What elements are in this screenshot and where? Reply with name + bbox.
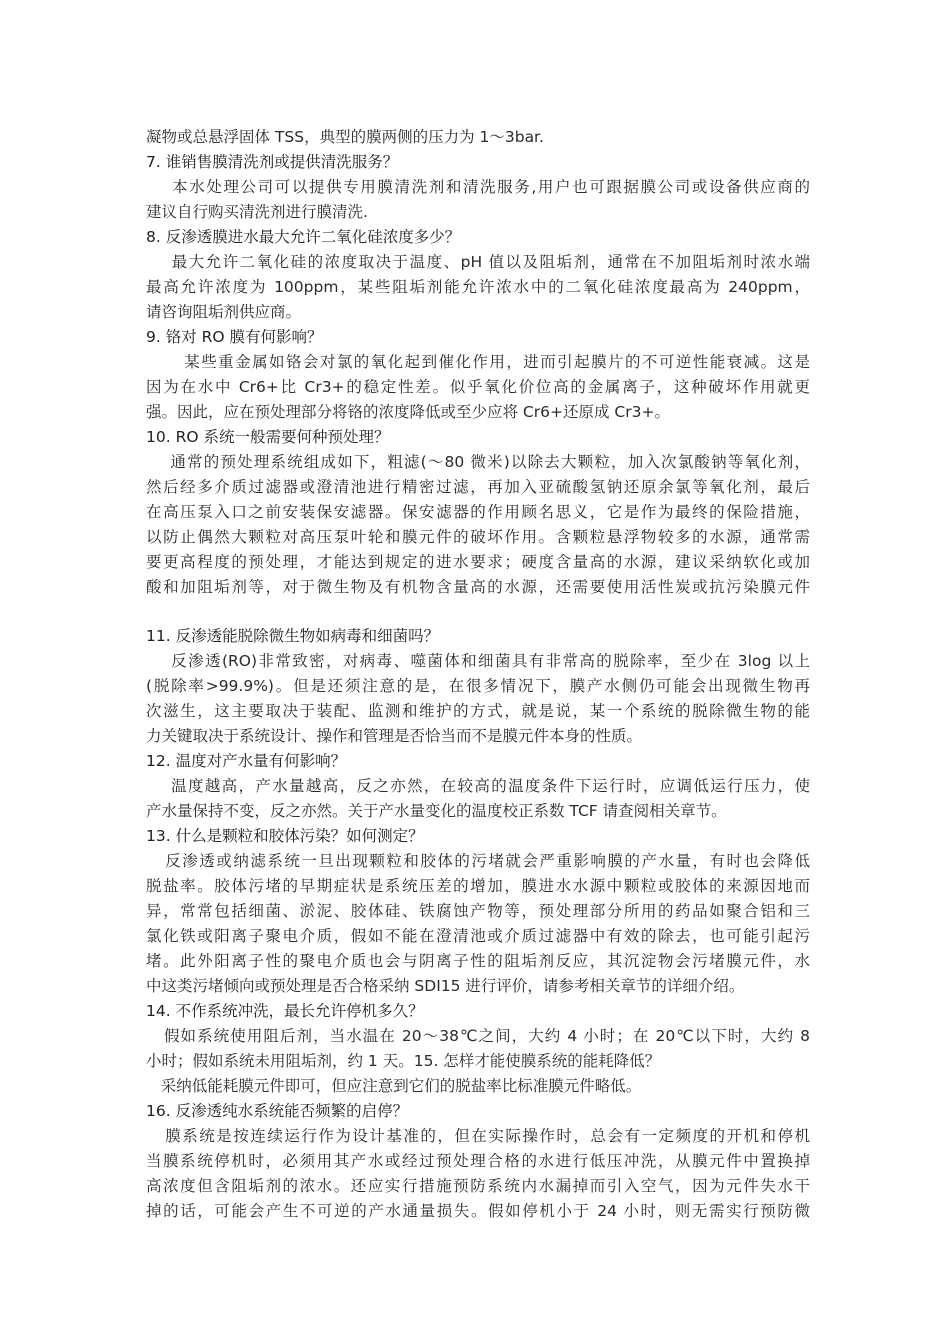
question-7: 7. 谁销售膜清洗剂或提供清洗服务？ [146, 153, 399, 171]
text-line: 然后经多介质过滤器或澄清池进行精密过滤，再加入亚硫酸氢钠还原余氯等氧化剂，最后 [146, 478, 810, 496]
text-line: 因为在水中 Cr6+比 Cr3+的稳定性差。似乎氧化价位高的金属离子，这种破坏作用就更 [146, 378, 810, 396]
text-line: 建议自行购买清洗剂进行膜清洗. [146, 203, 368, 221]
text-line: 当膜系统停机时，必须用其产水或经过预处理合格的水进行低压冲洗，从膜元件中置换掉 [146, 1152, 810, 1170]
question-8: 8. 反渗透膜进水最大允许二氧化硅浓度多少？ [146, 228, 461, 246]
text-line: 反渗透(RO)非常致密，对病毒、噬菌体和细菌具有非常高的脱除率，至少在 3log 以上 [146, 652, 810, 670]
text-line: 膜系统是按连续运行作为设计基准的，但在实际操作时，总会有一定频度的开机和停机 [146, 1127, 810, 1145]
text-line: 高浓度但含阻垢剂的浓水。还应实行措施预防系统内水漏掉而引入空气，因为元件失水干 [146, 1177, 810, 1195]
text-line: 小时；假如系统未用阻垢剂，约 1 天。15. 怎样才能使膜系统的能耗降低？ [146, 1052, 661, 1070]
question-13: 13. 什么是颗粒和胶体污染？如何测定？ [146, 827, 424, 845]
text-line: 凝物或总悬浮固体 TSS，典型的膜两侧的压力为 1～3bar. [146, 128, 544, 146]
question-12: 12. 温度对产水量有何影响？ [146, 752, 347, 770]
question-9: 9. 铬对 RO 膜有何影响？ [146, 328, 323, 346]
text-line: 反渗透或纳滤系统一旦出现颗粒和胶体的污堵就会严重影响膜的产水量，有时也会降低 [146, 852, 810, 870]
text-line: 通常的预处理系统组成如下，粗滤(～80 微米)以除去大颗粒，加入次氯酸钠等氧化剂， [146, 453, 810, 471]
text-line: 强。因此，应在预处理部分将铬的浓度降低或至少应将 Cr6+还原成 Cr3+。 [146, 403, 670, 421]
text-line: 掉的话，可能会产生不可逆的产水通量损失。假如停机小于 24 小时，则无需实行预防微 [146, 1202, 810, 1220]
text-line: 温度越高，产水量越高，反之亦然，在较高的温度条件下运行时，应调低运行压力，使 [146, 777, 810, 795]
text-line: 本水处理公司可以提供专用膜清洗剂和清洗服务,用户也可跟据膜公司或设备供应商的 [146, 178, 810, 196]
text-line: 最大允许二氧化硅的浓度取决于温度、pH 值以及阻垢剂，通常在不加阻垢剂时浓水端 [146, 253, 810, 271]
text-line: 堵。此外阳离子性的聚电介质也会与阴离子性的阻垢剂反应，其沉淀物会污堵膜元件，水 [146, 952, 810, 970]
text-line: 异，常常包括细菌、淤泥、胶体硅、铁腐蚀产物等，预处理部分所用的药品如聚合铝和三 [146, 902, 810, 920]
question-10: 10. RO 系统一般需要何种预处理？ [146, 428, 390, 446]
text-line: 假如系统使用阻后剂，当水温在 20～38℃之间，大约 4 小时；在 20℃以下时，大约 8 [146, 1027, 810, 1045]
text-line: 酸和加阻垢剂等，对于微生物及有机物含量高的水源，还需要使用活性炭或抗污染膜元件 [146, 578, 810, 596]
text-line: 氯化铁或阳离子聚电介质，假如不能在澄清池或介质过滤器中有效的除去，也可能引起污 [146, 927, 810, 945]
text-line: 脱盐率。胶体污堵的早期症状是系统压差的增加，膜进水水源中颗粒或胶体的来源因地而 [146, 877, 810, 895]
question-14: 14. 不作系统冲洗，最长允许停机多久？ [146, 1002, 424, 1020]
text-line: 最高允许浓度为 100ppm，某些阻垢剂能允许浓水中的二氧化硅浓度最高为 240ppm， [146, 278, 810, 296]
text-line: 要更高程度的预处理，才能达到规定的进水要求；硬度含量高的水源，建议采纳软化或加 [146, 553, 810, 571]
text-line: 采纳低能耗膜元件即可，但应注意到它们的脱盐率比标准膜元件略低。 [146, 1077, 642, 1095]
text-line: 以防止偶然大颗粒对高压泵叶轮和膜元件的破坏作用。含颗粒悬浮物较多的水源，通常需 [146, 528, 810, 546]
text-line: 某些重金属如铬会对氯的氧化起到催化作用，进而引起膜片的不可逆性能衰减。这是 [146, 353, 810, 371]
text-line: 力关键取决于系统设计、操作和管理是否恰当而不是膜元件本身的性质。 [146, 727, 643, 745]
text-line: 请咨询阻垢剂供应商。 [146, 303, 302, 321]
text-line: 在高压泵入口之前安装保安滤器。保安滤器的作用顾名思义，它是作为最终的保险措施， [146, 503, 810, 521]
text-line: 中这类污堵倾向或预处理是否合格采纳 SDI15 进行评价，请参考相关章节的详细介绍。 [146, 977, 745, 995]
question-16: 16. 反渗透纯水系统能否频繁的启停？ [146, 1102, 409, 1120]
question-11: 11. 反渗透能脱除微生物如病毒和细菌吗？ [146, 627, 440, 645]
text-line: 次滋生，这主要取决于装配、监测和维护的方式，就是说，某一个系统的脱除微生物的能 [146, 702, 810, 720]
text-line: (脱除率>99.9%)。但是还须注意的是，在很多情况下，膜产水侧仍可能会出现微生物再 [146, 677, 810, 695]
text-line: 产水量保持不变，反之亦然。关于产水量变化的温度校正系数 TCF 请查阅相关章节。 [146, 802, 727, 820]
